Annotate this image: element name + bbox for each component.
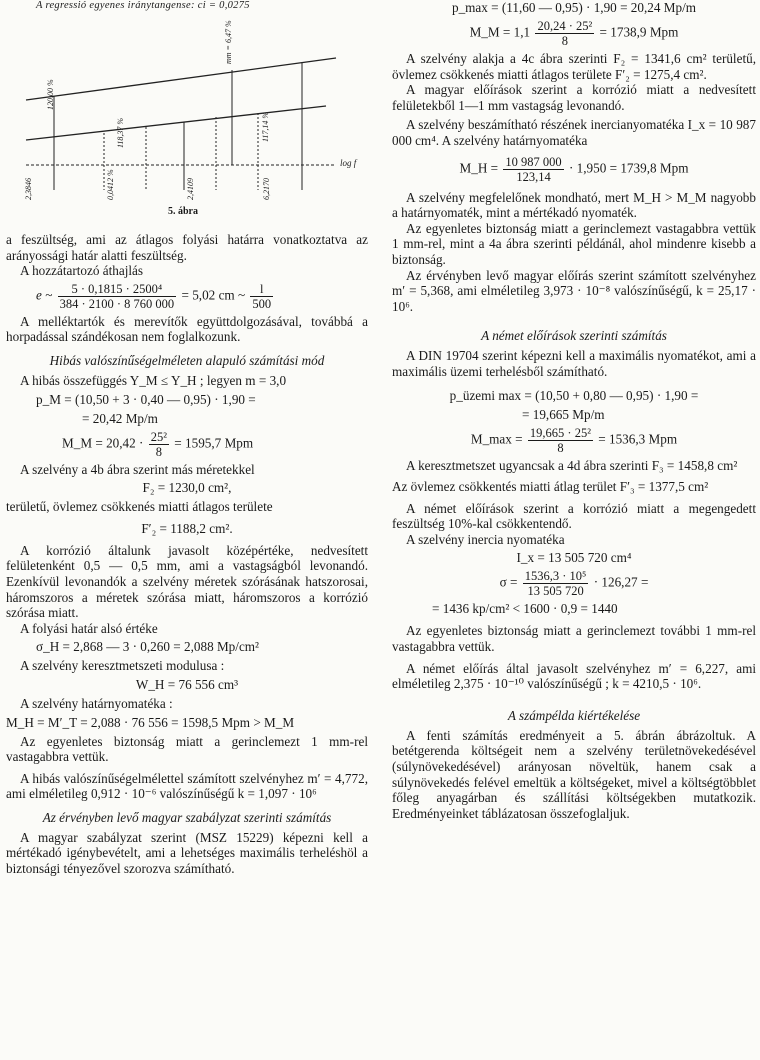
section-heading: Hibás valószínűségelméleten alapuló számítási mód: [49, 352, 325, 368]
eq-text: e ~: [36, 287, 53, 303]
equation-stress: [392, 569, 756, 598]
equation: σ_H = 2,868 — 3 · 0,260 = 2,088 Mp/cm²: [36, 639, 260, 655]
fraction-den: 8: [557, 440, 564, 455]
figure-label: 120,00 %: [46, 79, 55, 110]
figure-label: 118,37 %: [116, 117, 125, 148]
fraction-num: 19,665 · 25²: [529, 425, 591, 440]
figure-title: A regressió egyenes iránytangense: ci = 0,0275: [36, 0, 250, 11]
fraction: [58, 282, 177, 311]
section-heading: Az érvényben levő magyar szabályzat szerinti számítás: [42, 809, 332, 825]
equation: F′₂ = 1188,2 cm².: [141, 520, 233, 536]
equation: F₂ = 1230,0 cm²,: [142, 480, 232, 496]
fraction: [535, 19, 594, 48]
paragraph: A melléktartók és merevítők együttdolgozásával, továbbá a horpadással szándékosan nem foglalkozunk.: [6, 313, 368, 345]
fraction-num: 20,24 · 25²: [537, 19, 593, 33]
equation-limit-moment: [392, 155, 756, 184]
figure-label: 2,3846: [24, 178, 33, 200]
section-heading: A német előírások szerinti számítás: [481, 328, 667, 344]
paragraph: A szelvény beszámítható részének inercianyomatéka I_x = 10 987 000 cm⁴. A szelvény határnyomatéka: [392, 117, 756, 148]
equation: p_üzemi max = (10,50 + 0,80 — 0,95) · 1,90 =: [449, 387, 699, 403]
figure-label: 117,14 %: [261, 111, 270, 142]
fraction-num: l: [250, 282, 273, 297]
eq-text: M_M = 20,42 ·: [62, 435, 144, 451]
eq-text: · 1,950 = 1739,8 Mpm: [568, 160, 689, 176]
paragraph: A hibás összefüggés Y_M ≤ Y_H ; legyen m = 3,0: [20, 372, 287, 388]
paragraph: területű, övlemez csökkenés miatti átlagos területe: [6, 499, 273, 515]
fraction-num: 1536,3 · 10⁵: [524, 569, 587, 584]
paragraph: A szelvény alakja a 4c ábra szerinti F₂ = 1341,6 cm² területű, övlemez csökkenés miatti átlagos területe F′₂ = 1275,4 cm².: [392, 51, 756, 82]
left-column: [6, 0, 368, 877]
paragraph: A keresztmetszet ugyancsak a 4d ábra szerinti F₃ = 1458,8 cm²: [406, 457, 738, 473]
figure-label: mm = 6,47 %: [224, 20, 233, 64]
fraction-num: 5 · 0,1815 · 2500⁴: [58, 282, 177, 297]
fraction-den: 8: [561, 34, 568, 48]
equation: M_H = M′_T = 2,088 · 76 556 = 1598,5 Mpm > M_M: [6, 714, 295, 730]
eq-text: = 5,02 cm ~: [181, 287, 246, 303]
eq-text: = 1738,9 Mpm: [599, 24, 679, 40]
eq-text: M_M = 1,1: [469, 24, 531, 40]
paragraph: A szelvény határnyomatéka :: [20, 695, 173, 711]
paragraph: A szelvény a 4b ábra szerint más méretekkel: [20, 461, 255, 477]
fraction: [250, 282, 273, 311]
fraction-num: 25²: [150, 429, 167, 444]
eq-text: = 1595,7 Mpm: [174, 435, 254, 451]
equation: p_max = (11,60 — 0,95) · 1,90 = 20,24 Mp/m: [451, 0, 697, 15]
fraction: [528, 426, 593, 455]
equation: = 19,665 Mp/m: [522, 406, 605, 422]
figure-label: 2,4109: [186, 178, 195, 200]
paragraph: Az egyenletes biztonság miatt a gerinclemezt további 1 mm-rel vastagabbra vettük.: [392, 623, 756, 655]
paragraph: A hibás valószínűségelmélettel számított szelvényhez m′ = 4,772, ami elméletileg 0,912 · 10⁻⁶ valószínűségű k = 1,097 · 10⁶: [6, 770, 368, 802]
figure-graphic: [6, 0, 368, 205]
paragraph: A korrózió általunk javasolt középértéke, nedvesített felületenként 0,5 — 0,5 mm, ami a vastagságból levonandó. Ezenkívül levonandók a szelvény méretek szórásának hatszorosai, háromszoros a méretek szórása miatt, háromszoros a korrózió szórása miatt.: [6, 542, 368, 621]
figure-label: 0,0412 %: [106, 169, 115, 200]
paragraph: A német előírás által javasolt szelvényhez m′ = 6,227, ami elméletileg 2,375 · 10⁻¹⁰ valószínűségű ; k = 4210,5 · 10⁶.: [392, 660, 756, 692]
regression-line-upper: [26, 58, 336, 100]
paragraph: Az érvényben levő magyar előírás szerint számított szelvényhez m′ = 5,368, ami elméletileg 3,973 · 10⁻⁸ valószínűségű, k = 25,17 · 10⁶.: [392, 267, 756, 314]
figure-label: 6,2170: [262, 178, 271, 200]
paragraph: A német előírások szerint a korrózió miatt a megengedett feszültség 10%-kal csökkentendő.: [392, 500, 756, 532]
fraction-den: 8: [155, 444, 162, 459]
figure-axis-label: log f: [340, 158, 357, 168]
paragraph: A hozzátartozó áthajlás: [20, 263, 144, 279]
section-heading: A számpélda kiértékelése: [507, 707, 641, 723]
paragraph: Az egyenletes biztonság miatt a gerinclemezt vastagabbra vettük 1 mm-rel, mint a 4a ábra szerinti példánál, ahol mindenre kisebb a biztonság.: [392, 220, 756, 267]
paragraph: A DIN 19704 szerint képezni kell a maximális nyomatékot, ami a maximális üzemi terhelésből számítható.: [392, 348, 756, 379]
fraction-den: 500: [252, 296, 272, 311]
fraction-num: 10 987 000: [505, 154, 562, 169]
fraction: [503, 155, 563, 184]
eq-text: M_max =: [470, 431, 523, 447]
paragraph: A szelvény megfelelőnek mondható, mert M_H > M_M nagyobb a határnyomaték, mint a mértékadó nyomaték.: [392, 189, 756, 221]
eq-text: · 126,27 =: [593, 575, 649, 590]
right-column: [392, 0, 756, 821]
fraction: [523, 569, 589, 598]
fraction: [149, 430, 169, 459]
paragraph: A magyar előírások szerint a korrózió miatt a nedvesített felületekből 1—1 mm vastagság levonandó.: [392, 82, 756, 113]
paragraph: A szelvény inercia nyomatéka: [406, 531, 565, 547]
paragraph: A magyar szabályzat szerint (MSZ 15229) képezni kell a mértékadó igénybevételt, ami a lehetséges maximális terheléshöl a biztonsági tényezővel szorozva számítható.: [6, 829, 368, 877]
paragraph: A fenti számítás eredményeit a 5. ábrán ábrázoltuk. A betétgerenda költségeit nem a szelvény területnövekedésével (súlynövekedésével) arányosan növeltük, hanem csak a súlynövekedés felével emeltük a költségeket, mivel a költségtöbblet főleg anyagárban és szállítási költségekben mutatkozik. Eredményeinket táblázatosan összefoglaljuk.: [392, 727, 756, 821]
paragraph: A folyási határ alsó értéke: [20, 620, 158, 636]
figure-caption: 5. ábra: [168, 206, 198, 217]
equation: = 20,42 Mp/m: [82, 410, 158, 426]
eq-text: = 1536,3 Mpm: [598, 431, 678, 447]
equation-deflection: [6, 282, 368, 311]
equation: I_x = 13 505 720 cm⁴: [516, 550, 632, 566]
equation-moment: [6, 430, 368, 459]
paragraph: Az egyenletes biztonság miatt a gerinclemezt 1 mm-rel vastagabbra vettük.: [6, 733, 368, 765]
fraction-den: 384 · 2100 · 8 760 000: [59, 296, 175, 311]
fraction-den: 13 505 720: [527, 584, 584, 599]
equation: p_M = (10,50 + 3 · 0,40 — 0,95) · 1,90 =: [36, 391, 256, 407]
paragraph: A szelvény keresztmetszeti modulusa :: [20, 658, 225, 674]
figure-5: [6, 0, 368, 218]
paragraph: a feszültség, ami az átlagos folyási határra vonatkoztatva az arányossági határ alatti feszültség.: [6, 232, 368, 263]
equation: = 1436 kp/cm² < 1600 · 0,9 = 1440: [432, 601, 618, 617]
eq-text: M_H =: [459, 160, 499, 176]
equation-max-moment: [392, 426, 756, 455]
regression-line-lower: [26, 106, 326, 140]
fraction-den: 123,14: [516, 169, 551, 184]
equation: W_H = 76 556 cm³: [135, 676, 239, 692]
equation-moment: [392, 19, 756, 48]
paragraph: Az övlemez csökkentés miatti átlag terület F′₃ = 1377,5 cm²: [392, 479, 709, 495]
eq-text: σ =: [499, 575, 518, 590]
